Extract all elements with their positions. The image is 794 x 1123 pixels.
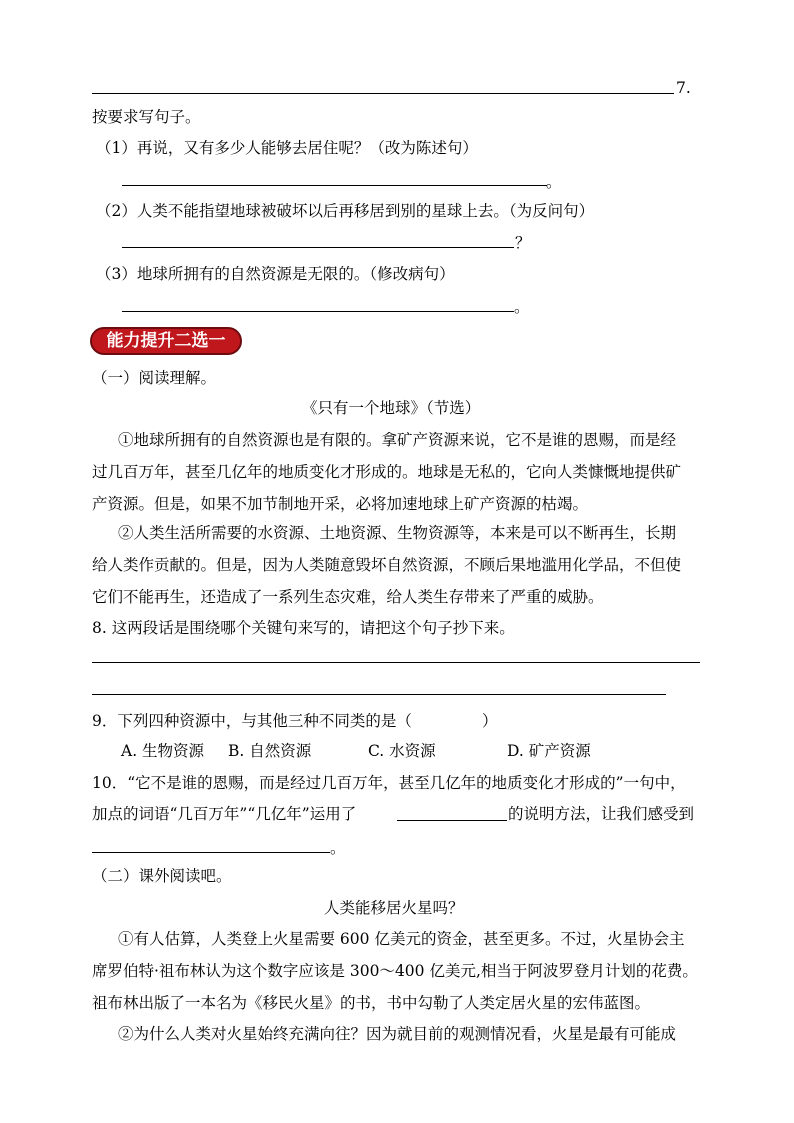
answer-line[interactable] [92,662,700,663]
passage-title: 《只有一个地球》（节选） [302,399,481,417]
passage-line: 祖布林出版了一本名为《移民火星》的书，书中勾勒了人类定居火星的宏伟蓝图。 [92,994,651,1012]
passage-line: 给人类作贡献的。但是，因为人类随意毁坏自然资源，不顾后果地滥用化学品，不但使 [92,556,682,574]
question-title: 按要求写句子。 [92,108,201,126]
answer-line[interactable] [122,247,514,248]
question-text: 9．下列四种资源中，与其他三种不同类的是（ [92,712,412,730]
answer-line[interactable] [92,93,674,94]
answer-blank[interactable] [397,820,507,821]
passage-line: ②为什么人类对火星始终充满向往？因为就目前的观测情况看，火星是最有可能成 [118,1025,677,1043]
answer-line[interactable] [92,852,330,853]
question-item: （1）再说，又有多少人能够去居住呢？（改为陈述句） [96,139,478,157]
option-c[interactable]: C. 水资源 [368,742,436,760]
line-end-mark: 。 [546,173,562,191]
passage-line: 产资源。但是，如果不加节制地开采，必将加速地球上矿产资源的枯竭。 [92,495,589,513]
option-b[interactable]: B. 自然资源 [228,742,312,760]
passage-line: 它们不能再生，还造成了一系列生态灾难，给人类生存带来了严重的威胁。 [92,588,604,606]
question-number: 7. [676,79,691,97]
passage-line: 席罗伯特·祖布林认为这个数字应该是 300～400 亿美元,相当于阿波罗登月计划的花费。 [92,962,698,980]
question-text: 10．“它不是谁的恩赐，而是经过几百万年，甚至几亿年的地质变化才形成的”一句中， [92,774,686,792]
line-end-mark: 。 [514,298,530,316]
question-text: 8. 这两段话是围绕哪个关键句来写的，请把这个句子抄下来。 [92,619,515,637]
passage-line: 过几百万年，甚至几亿年的地质变化才形成的。地球是无私的，它向人类慷慨地提供矿 [92,463,682,481]
answer-line[interactable] [122,311,514,312]
question-item: （3）地球所拥有的自然资源是无限的。（修改病句） [96,265,455,283]
question-item: （2）人类不能指望地球被破坏以后再移居到别的星球上去。（为反问句） [96,202,595,220]
question-text: 的说明方法，让我们感受到 [508,805,695,823]
part-heading: （一）阅读理解。 [92,369,217,387]
passage-line: ①有人估算，人类登上火星需要 600 亿美元的资金，甚至更多。不过，火星协会主 [118,930,685,948]
question-close-paren: ） [482,712,498,730]
section-badge-label: 能力提升二选一 [106,331,226,351]
passage-line: ②人类生活所需要的水资源、土地资源、生物资源等，本来是可以不断再生，长期 [118,524,677,542]
option-a[interactable]: A. 生物资源 [121,742,205,760]
passage-title: 人类能移居火星吗？ [324,899,464,917]
question-text: 加点的词语“几百万年”“几亿年”运用了 [92,805,357,823]
answer-line[interactable] [122,185,547,186]
passage-line: ①地球所拥有的自然资源也是有限的。拿矿产资源来说，它不是谁的恩赐，而是经 [118,431,677,449]
line-end-mark: ？ [515,234,531,252]
section-badge [90,327,242,355]
line-end-mark: 。 [330,839,346,857]
part-heading: （二）课外阅读吧。 [92,867,232,885]
answer-line[interactable] [92,694,666,695]
option-d[interactable]: D. 矿产资源 [507,742,591,760]
